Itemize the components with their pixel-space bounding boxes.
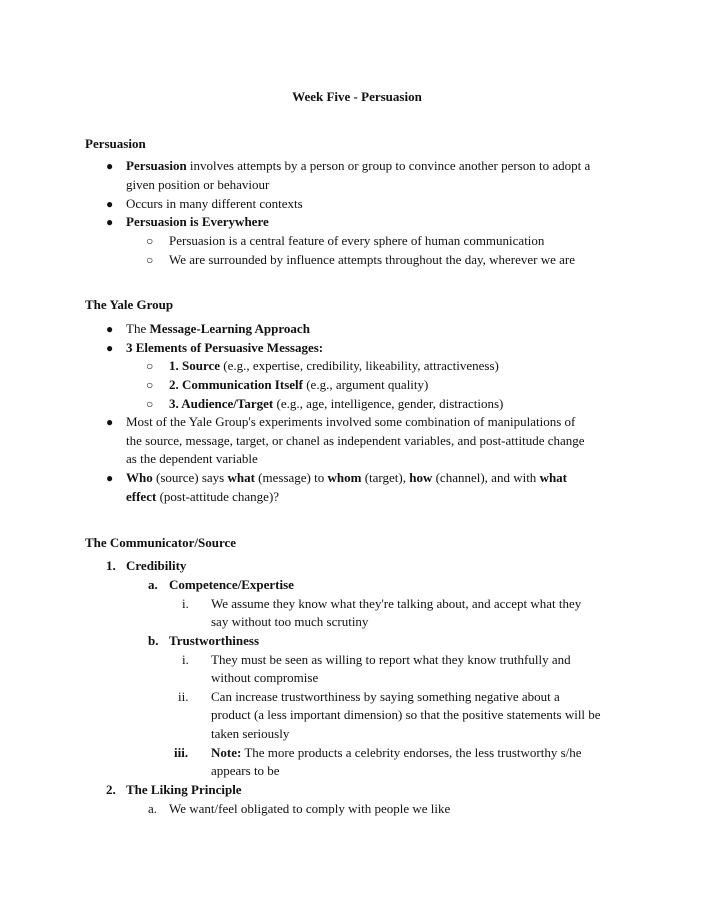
sub-bullet-circle: ○ bbox=[146, 378, 154, 392]
item-willing-report-l2: without compromise bbox=[211, 670, 319, 685]
page-title: Week Five - Persuasion bbox=[292, 89, 422, 104]
bullet-dot: ● bbox=[106, 341, 114, 355]
bullet-three-elements: 3 Elements of Persuasive Messages: bbox=[126, 340, 324, 355]
item-comply-liked: We want/feel obligated to comply with people we like bbox=[169, 801, 451, 816]
list-number: 1. bbox=[106, 558, 116, 573]
item-note-celebrity-l2: appears to be bbox=[211, 763, 280, 778]
bullet-experiments-l3: as the dependent variable bbox=[126, 451, 258, 466]
item-credibility: Credibility bbox=[126, 558, 187, 573]
item-trustworthiness: Trustworthiness bbox=[169, 633, 260, 648]
item-competence-expertise: Competence/Expertise bbox=[169, 577, 294, 592]
bullet-message-learning: The Message-Learning Approach bbox=[126, 321, 310, 336]
heading-communicator-source: The Communicator/Source bbox=[85, 535, 237, 550]
element-source: 1. Source (e.g., expertise, credibility, likeability, attractiveness) bbox=[169, 358, 499, 373]
sub-bullet-central-feature: Persuasion is a central feature of every sphere of human communication bbox=[169, 233, 545, 248]
element-audience: 3. Audience/Target (e.g., age, intelligence, gender, distractions) bbox=[169, 396, 504, 411]
bullet-dot: ● bbox=[106, 159, 114, 173]
sub-bullet-circle: ○ bbox=[146, 234, 154, 248]
bullet-persuasion-definition: Persuasion involves attempts by a person or group to convince another person to adopt a bbox=[126, 158, 591, 173]
item-assume-know-l2: say without too much scrutiny bbox=[211, 614, 369, 629]
heading-persuasion: Persuasion bbox=[85, 136, 146, 151]
bullet-dot: ● bbox=[106, 197, 114, 211]
list-roman: i. bbox=[182, 596, 189, 611]
item-increase-trust-l2: product (a less important dimension) so that the positive statements will be bbox=[211, 707, 601, 722]
list-roman: iii. bbox=[174, 745, 189, 760]
bullet-dot: ● bbox=[106, 322, 114, 336]
list-letter: b. bbox=[148, 633, 159, 648]
item-assume-know-l1: We assume they know what they're talking about, and accept what they bbox=[211, 596, 582, 611]
bullet-who-says-what-cont: effect (post-attitude change)? bbox=[126, 489, 280, 504]
bullet-dot: ● bbox=[106, 415, 114, 429]
sub-bullet-circle: ○ bbox=[146, 397, 154, 411]
bullet-experiments-l2: the source, message, target, or chanel as independent variables, and post-attitude change bbox=[126, 433, 585, 448]
element-communication: 2. Communication Itself (e.g., argument quality) bbox=[169, 377, 429, 392]
item-note-celebrity-l1: Note: The more products a celebrity endorses, the less trustworthy s/he bbox=[211, 745, 582, 760]
sub-bullet-circle: ○ bbox=[146, 253, 154, 267]
bullet-experiments-l1: Most of the Yale Group's experiments involved some combination of manipulations of bbox=[126, 414, 576, 429]
list-roman: i. bbox=[182, 652, 189, 667]
sub-bullet-circle: ○ bbox=[146, 359, 154, 373]
bullet-contexts: Occurs in many different contexts bbox=[126, 196, 303, 211]
item-willing-report-l1: They must be seen as willing to report what they know truthfully and bbox=[211, 652, 571, 667]
bullet-who-says-what: Who (source) says what (message) to whom (target), how (channel), and with what bbox=[126, 470, 568, 485]
item-liking-principle: The Liking Principle bbox=[126, 782, 242, 797]
heading-yale-group: The Yale Group bbox=[85, 297, 174, 312]
item-increase-trust-l1: Can increase trustworthiness by saying something negative about a bbox=[211, 689, 560, 704]
sub-bullet-surrounded: We are surrounded by influence attempts throughout the day, wherever we are bbox=[169, 252, 576, 267]
list-letter: a. bbox=[148, 801, 158, 816]
bullet-persuasion-definition-cont: given position or behaviour bbox=[126, 177, 270, 192]
list-letter: a. bbox=[148, 577, 158, 592]
list-number: 2. bbox=[106, 782, 116, 797]
bullet-dot: ● bbox=[106, 471, 114, 485]
item-increase-trust-l3: taken seriously bbox=[211, 726, 290, 741]
bullet-everywhere: Persuasion is Everywhere bbox=[126, 214, 269, 229]
list-roman: ii. bbox=[178, 689, 189, 704]
bullet-dot: ● bbox=[106, 215, 114, 229]
